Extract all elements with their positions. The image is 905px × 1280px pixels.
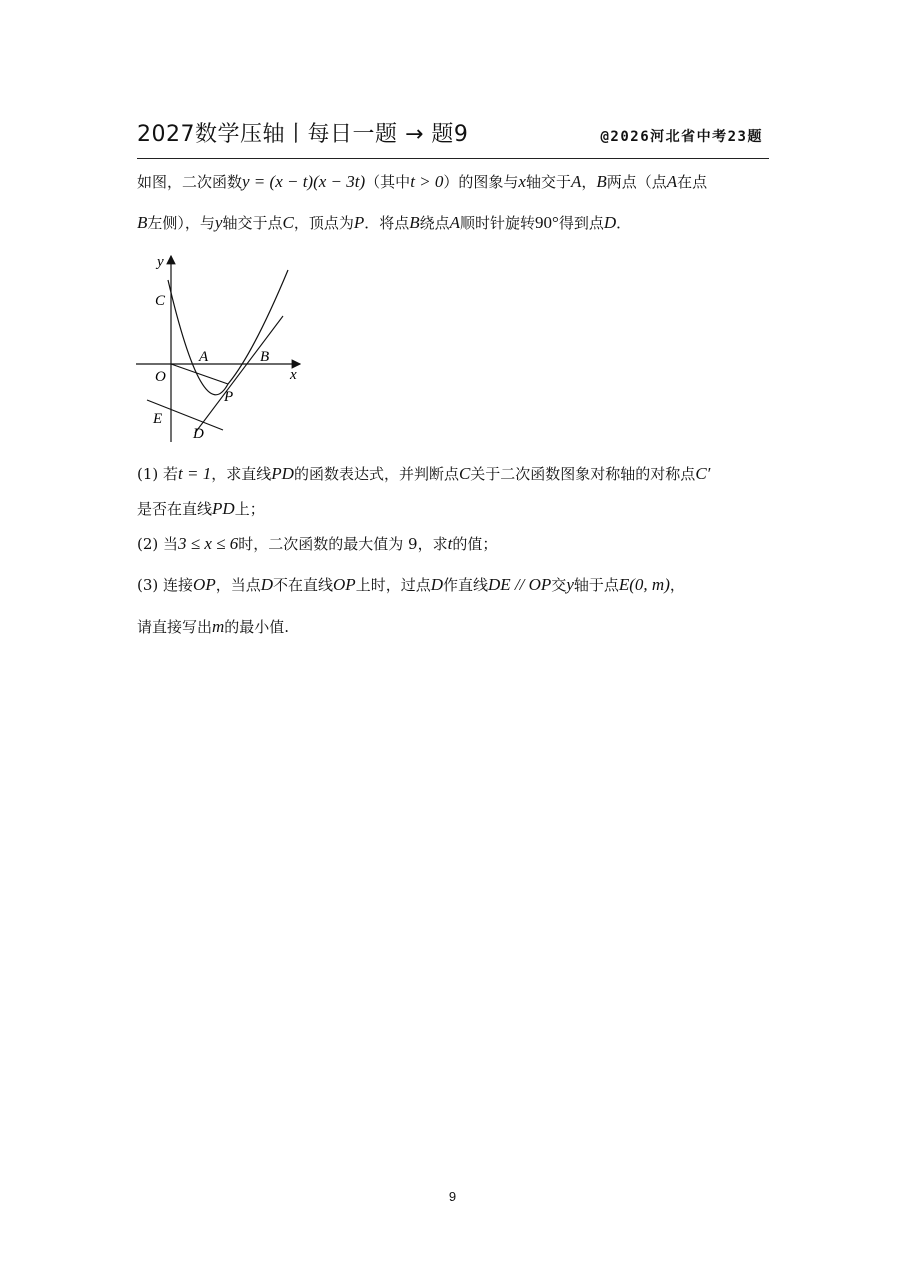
point-a: A bbox=[449, 213, 461, 232]
q-text: ，求直线 bbox=[211, 465, 272, 483]
page-header bbox=[137, 118, 769, 159]
point-a: A bbox=[570, 172, 582, 191]
problem-stem-line-2 bbox=[137, 212, 631, 234]
point-d: D bbox=[260, 575, 274, 594]
q-text: ， bbox=[669, 576, 685, 594]
q-text: 是否在直线 bbox=[137, 500, 213, 518]
var-y: y bbox=[214, 213, 223, 232]
question-2 bbox=[137, 533, 497, 555]
q-text: 连接 bbox=[163, 576, 194, 594]
point-b: B bbox=[409, 213, 420, 232]
condition-formula: t > 0 bbox=[410, 172, 444, 191]
q-text: 上时，过点 bbox=[355, 576, 431, 594]
question-number: (1) bbox=[137, 465, 159, 483]
label-x: x bbox=[290, 367, 297, 383]
label-y: y bbox=[157, 254, 164, 270]
label-b: B bbox=[260, 349, 270, 365]
line-pd bbox=[195, 316, 283, 433]
point-e: E(0, m) bbox=[618, 575, 670, 594]
stem-text: 轴交于 bbox=[525, 173, 571, 191]
header-source: @2026河北省中考23题 bbox=[600, 129, 763, 145]
label-o: O bbox=[155, 369, 166, 385]
stem-text: ）的图象与 bbox=[443, 173, 519, 191]
stem-text: 两点（点 bbox=[606, 173, 667, 191]
q-text: 作直线 bbox=[443, 576, 489, 594]
line-name: OP bbox=[193, 575, 216, 594]
stem-text: 顺时针旋转 bbox=[460, 214, 536, 232]
point-d: D bbox=[603, 213, 617, 232]
q-text: 请直接写出 bbox=[137, 618, 213, 636]
q-text: 交 bbox=[551, 576, 567, 594]
q-text: ，当点 bbox=[215, 576, 261, 594]
stem-text: ，顶点为 bbox=[293, 214, 354, 232]
question-number: (3) bbox=[137, 576, 159, 594]
point-p: P bbox=[353, 213, 365, 232]
header-title: 2027数学压轴丨每日一题 → 题9 bbox=[137, 122, 469, 147]
question-3-line-1 bbox=[137, 574, 685, 596]
label-e: E bbox=[153, 411, 163, 427]
point-c-prime: C′ bbox=[695, 464, 711, 483]
page-number: 9 bbox=[448, 1189, 457, 1204]
line-name: OP bbox=[333, 575, 356, 594]
problem-stem-line-1 bbox=[137, 171, 707, 193]
condition-formula: t = 1 bbox=[178, 464, 212, 483]
q-text: 的函数表达式，并判断点 bbox=[293, 465, 459, 483]
point-d: D bbox=[430, 575, 443, 594]
stem-text: 绕点 bbox=[419, 214, 450, 232]
label-p: P bbox=[224, 389, 234, 405]
parallel-formula: DE // OP bbox=[488, 575, 552, 594]
range-formula: 3 ≤ x ≤ 6 bbox=[178, 534, 239, 553]
stem-text: 如图，二次函数 bbox=[137, 173, 243, 191]
stem-text: （其中 bbox=[365, 173, 411, 191]
var-t: t bbox=[447, 534, 453, 553]
q-text: 的最小值. bbox=[224, 618, 290, 636]
label-d: D bbox=[193, 426, 204, 442]
q-text: 上； bbox=[234, 500, 265, 518]
problem-figure bbox=[133, 250, 308, 446]
point-c: C bbox=[458, 464, 471, 483]
label-a: A bbox=[199, 349, 209, 365]
stem-text: ， bbox=[581, 173, 597, 191]
q-text: 不在直线 bbox=[273, 576, 334, 594]
point-c: C bbox=[282, 213, 294, 232]
q-text: 关于二次函数图象对称轴的对称点 bbox=[470, 465, 696, 483]
stem-text: 左侧），与 bbox=[147, 214, 215, 232]
rotation-angle: 90° bbox=[535, 213, 559, 232]
q-text: 当 bbox=[163, 535, 179, 553]
stem-text: ．将点 bbox=[364, 214, 410, 232]
function-formula: y = (x − t)(x − 3t) bbox=[242, 172, 366, 191]
stem-text: ． bbox=[616, 214, 632, 232]
question-3-line-2 bbox=[137, 616, 289, 638]
stem-text: 得到点 bbox=[558, 214, 604, 232]
q-text: 的值； bbox=[452, 535, 498, 553]
stem-text: 在点 bbox=[677, 173, 708, 191]
q-text: 时，二次函数的最大值为 9，求 bbox=[238, 535, 448, 553]
line-name: PD bbox=[212, 499, 235, 518]
question-1-line-2 bbox=[137, 498, 265, 520]
stem-text: 轴交于点 bbox=[222, 214, 283, 232]
line-op bbox=[171, 364, 228, 384]
point-a: A bbox=[666, 172, 678, 191]
point-b: B bbox=[137, 213, 148, 232]
var-y: y bbox=[566, 575, 574, 594]
label-c: C bbox=[155, 293, 166, 309]
var-x: x bbox=[518, 172, 526, 191]
line-name: PD bbox=[271, 464, 294, 483]
q-text: 轴于点 bbox=[573, 576, 619, 594]
point-b: B bbox=[596, 172, 607, 191]
question-number: (2) bbox=[137, 535, 159, 553]
q-text: 若 bbox=[163, 465, 179, 483]
question-1-line-1 bbox=[137, 463, 710, 485]
var-m: m bbox=[212, 617, 225, 636]
